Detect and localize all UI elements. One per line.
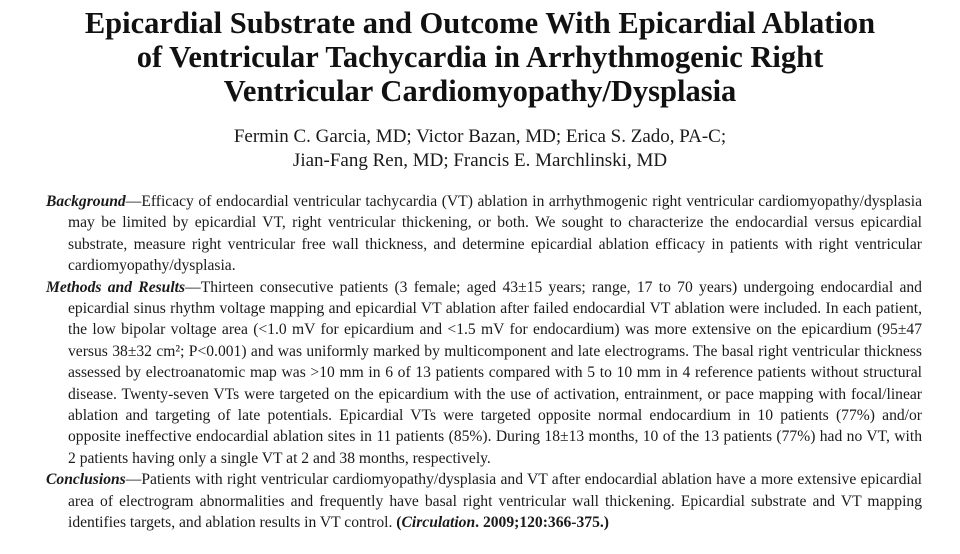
conclusions-section	[46, 469, 922, 533]
author-list	[60, 125, 900, 173]
author-line: Jian-Fang Ren, MD; Francis E. Marchlinski, MD	[292, 150, 668, 171]
background-section	[46, 191, 922, 277]
background-label: Background	[46, 193, 126, 210]
title-line: Epicardial Substrate and Outcome With Epicardial Ablation	[84, 6, 876, 40]
background-text: —Efficacy of endocardial ventricular tachycardia (VT) ablation in arrhythmogenic right ventricular cardiomyopathy/dysplasia may be limited by epicardial VT, right ventricular thickening, or both. We sought to characterize the endocardial versus epicardial substrate, measure right ventricular free wall thickness, and determine epicardial ablation efficacy in patients with right ventricular cardiomyopathy/dysplasia.	[68, 193, 922, 275]
methods-results-text: —Thirteen consecutive patients (3 female; aged 43±15 years; range, 17 to 70 years) undergoing endocardial and epicardial sinus rhythm voltage mapping and epicardial VT ablation after failed endocardial VT ablation were included. In each patient, the low bipolar voltage area (<1.0 mV for epicardium and <1.5 mV for endocardium) was more extensive on the epicardium (95±47 versus 38±32 cm²; P<0.001) and was uniformly marked by multicomponent and late electrograms. The basal right ventricular thickness assessed by electroanatomic map was >10 mm in 6 of 13 patients compared with 5 to 10 mm in 4 reference patients without structural disease. Twenty-seven VTs were targeted on the epicardium with the use of activation, entrainment, or pace mapping with focal/linear ablation and targeting of late potentials. Epicardial VTs were targeted opposite normal endocardium in 10 patients (77%) and/or opposite ineffective endocardial ablation sites in 11 patients (85%). During 18±13 months, 10 of the 13 patients (77%) had no VT, with 2 patients having only a single VT at 2 and 38 months, respectively.	[68, 278, 922, 467]
citation-details: . 2009;120:366-375.)	[475, 514, 609, 532]
title-line: Ventricular Cardiomyopathy/Dysplasia	[223, 74, 737, 108]
methods-results-label: Methods and Results	[46, 278, 186, 296]
article-title	[20, 6, 940, 108]
abstract	[46, 191, 922, 534]
conclusions-label: Conclusions	[46, 471, 126, 489]
title-line: of Ventricular Tachycardia in Arrhythmogenic Right	[136, 40, 824, 74]
citation-journal: Circulation	[401, 514, 476, 532]
author-line: Fermin C. Garcia, MD; Victor Bazan, MD; Erica S. Zado, PA-C;	[233, 126, 727, 147]
conclusions-text: —Patients with right ventricular cardiomyopathy/dysplasia and VT after endocardial ablation have a more extensive epicardial area of electrogram abnormalities and frequently have basal right ventricular wall thickening. Epicardial substrate and VT mapping identifies targets, and ablation results in VT control.	[68, 471, 922, 532]
citation-open: (	[396, 514, 402, 532]
methods-results-section	[46, 277, 922, 470]
